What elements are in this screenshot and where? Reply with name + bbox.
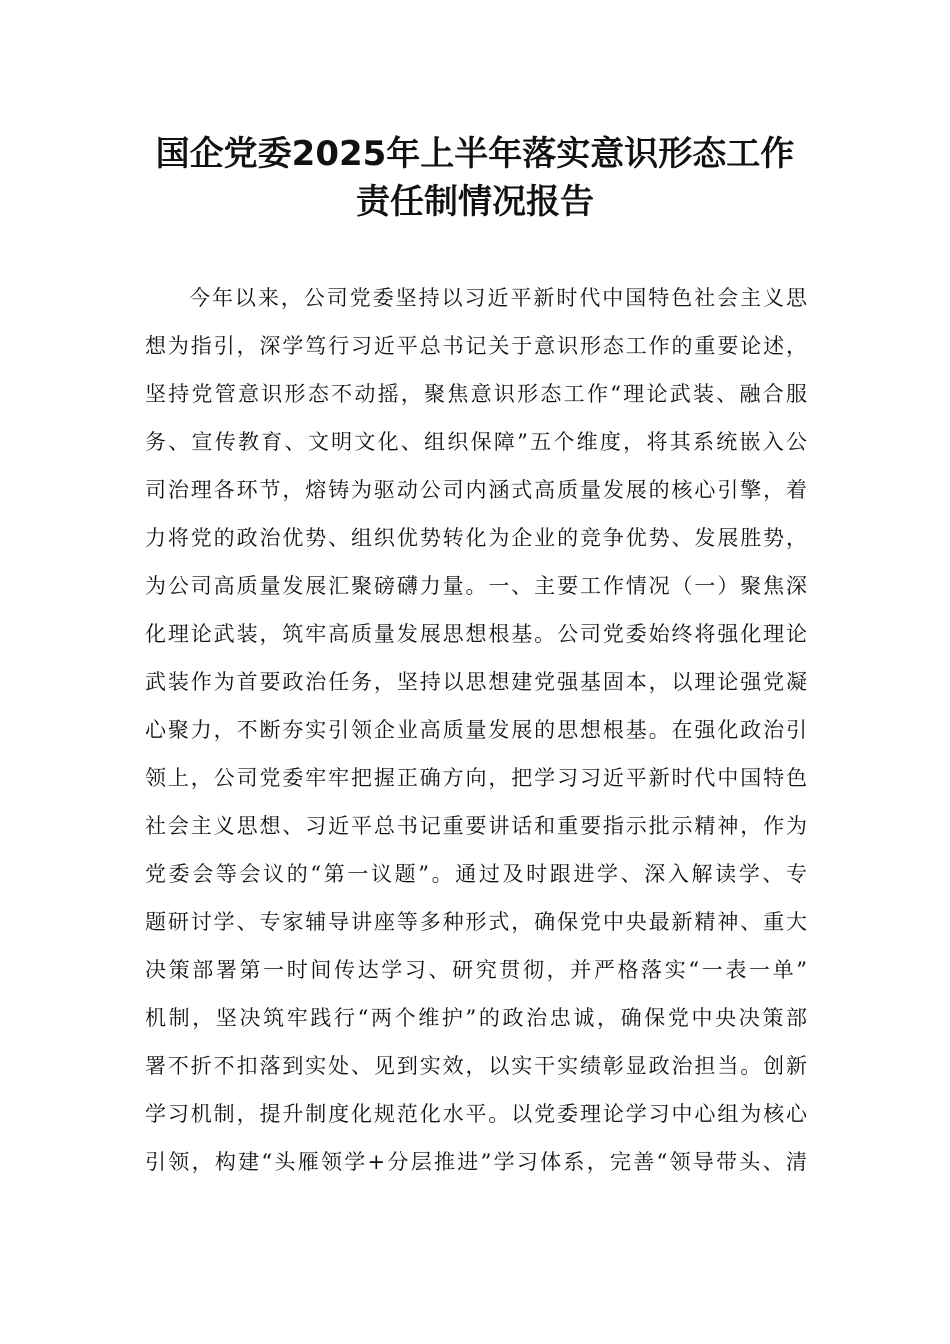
body-text-line: 化理论武装，筑牢高质量发展思想根基。公司党委始终将强化理论 — [145, 622, 807, 646]
body-text-line: 社会主义思想、习近平总书记重要讲话和重要指示批示精神，作为 — [145, 814, 807, 838]
body-text-line: 武装作为首要政治任务，坚持以思想建党强基固本，以理论强党凝 — [145, 670, 807, 694]
body-text-line: 坚持党管意识形态不动摇，聚焦意识形态工作“理论武装、融合服 — [145, 382, 807, 406]
body-text-line: 领上，公司党委牢牢把握正确方向，把学习习近平新时代中国特色 — [145, 766, 807, 790]
body-text-line: 司治理各环节，熔铸为驱动公司内涵式高质量发展的核心引擎，着 — [145, 478, 807, 502]
document-title-line-1: 国企党委2025年上半年落实意识形态工作 — [155, 134, 795, 174]
body-text-line: 务、宣传教育、文明文化、组织保障”五个维度，将其系统嵌入公 — [145, 430, 807, 454]
body-text-line: 党委会等会议的“第一议题”。通过及时跟进学、深入解读学、专 — [145, 862, 807, 886]
body-text-line: 今年以来，公司党委坚持以习近平新时代中国特色社会主义思 — [189, 286, 807, 310]
body-text-line: 力将党的政治优势、组织优势转化为企业的竞争优势、发展胜势， — [145, 526, 807, 550]
body-text-line: 决策部署第一时间传达学习、研究贯彻，并严格落实“一表一单” — [145, 958, 807, 982]
body-text-line: 想为指引，深学笃行习近平总书记关于意识形态工作的重要论述， — [145, 334, 807, 358]
body-text-line: 机制，坚决筑牢践行“两个维护”的政治忠诚，确保党中央决策部 — [145, 1006, 807, 1030]
document-title-line-2: 责任制情况报告 — [356, 182, 594, 222]
body-text-line: 心聚力，不断夯实引领企业高质量发展的思想根基。在强化政治引 — [145, 718, 807, 742]
body-text-line: 题研讨学、专家辅导讲座等多种形式，确保党中央最新精神、重大 — [145, 910, 807, 934]
body-text-line: 学习机制，提升制度化规范化水平。以党委理论学习中心组为核心 — [145, 1102, 807, 1126]
body-text-line: 署不折不扣落到实处、见到实效，以实干实绩彰显政治担当。创新 — [145, 1054, 807, 1078]
body-text-line: 为公司高质量发展汇聚磅礴力量。一、主要工作情况（一）聚焦深 — [145, 574, 807, 598]
body-text-line: 引领，构建“头雁领学+分层推进”学习体系，完善“领导带头、清 — [145, 1150, 807, 1174]
